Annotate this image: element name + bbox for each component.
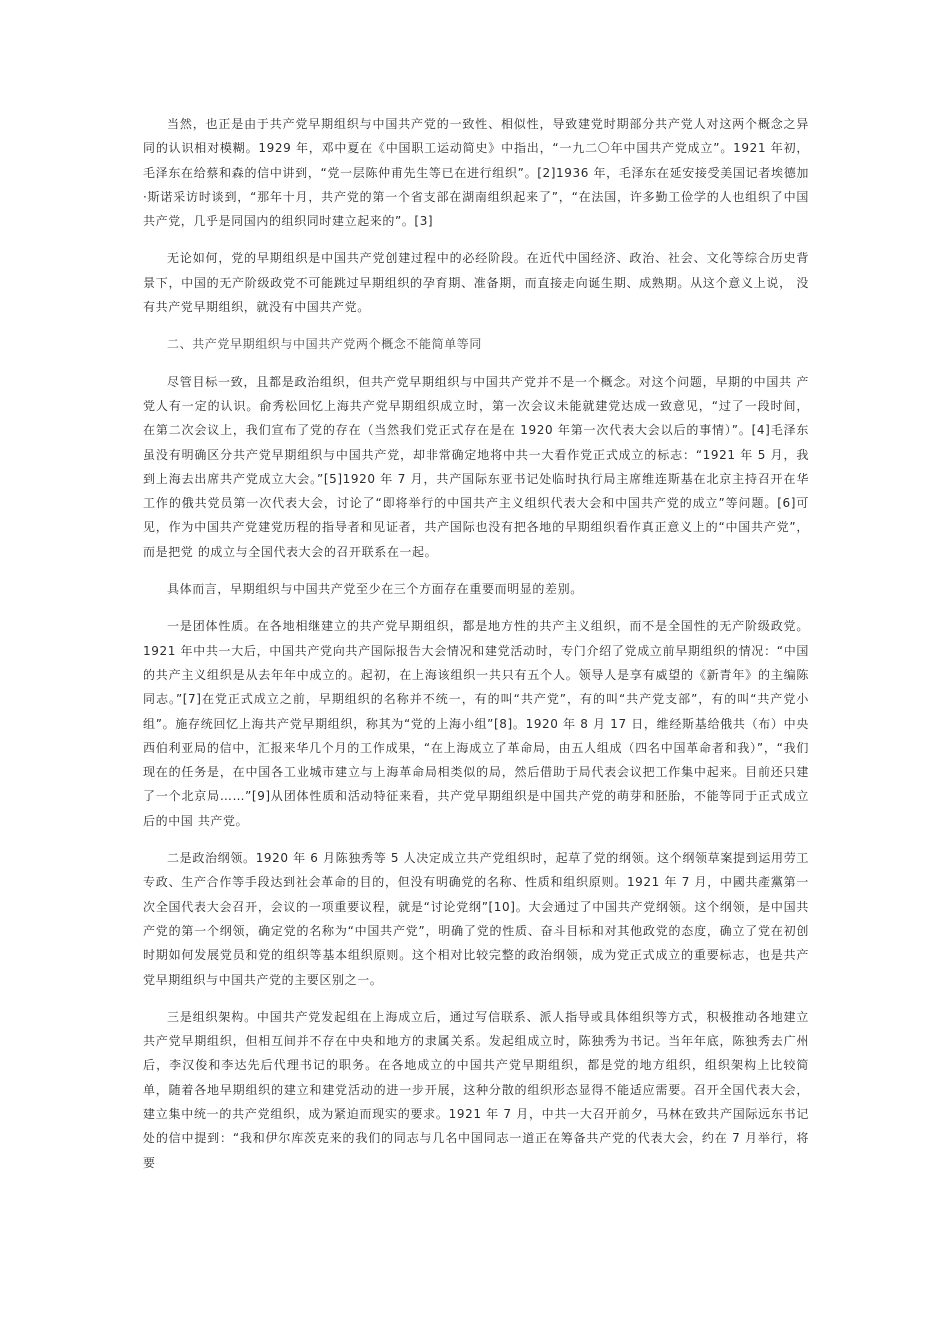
- paragraph-1: 当然，也正是由于共产党早期组织与中国共产党的一致性、相似性，导致建党时期部分共产党人对这两个概念之异同的认识相对模糊。1929 年，邓中夏在《中国职工运动简史》中指出，“一九二〇年中国共产党成立”。1921 年初， 毛泽东在给蔡和森的信中讲到，“党一层陈仲甫先生等已在进行组织”。[2]1936 年，毛泽东在延安接受美国记者埃德加·斯诺采访时谈到，“那年十月，共产党的第一个省支部在湖南组织起来了”，“在法国，许多勤工俭学的人也组织了中国共产党，几乎是同国内的组织同时建立起来的”。[3]: [143, 117, 809, 229]
- section-heading: 二、共产党早期组织与中国共产党两个概念不能简单等同: [167, 337, 483, 352]
- paragraph-7: 三是组织架构。中国共产党发起组在上海成立后，通过写信联系、派人指导或具体组织等方式，积极推动各地建立共产党早期组织，但相互间并不存在中央和地方的隶属关系。发起组成立时，陈独秀为书记。当年年底，陈独秀去广州后，李汉俊和李达先后代理书记的职务。在各地成立的中国共产党早期组织，都是党的地方组织，组织架构上比较简单，随着各地早期组织的建立和建党活动的进一步开展，这种分散的组织形态显得不能适应需要。召开全国代表大会， 建立集中统一的共产党组织，成为紧迫而现实的要求。1921 年 7 月，中共一大召开前夕，马林在致共产国际远东书记处的信中提到：“我和伊尔库茨克来的我们的同志与几名中国同志一道正在筹备共产党的代表大会，约在 7 月举行，将要: [143, 1009, 809, 1170]
- paragraph-3: 尽管目标一致，且都是政治组织，但共产党早期组织与中国共产党并不是一个概念。对这个问题，早期的中国共 产党人有一定的认识。俞秀松回忆上海共产党早期组织成立时，第一次会议未能就建党达成一致意见，“过了一段时间， 在第二次会议上，我们宣布了党的存在（当然我们党正式存在是在 1920 年第一次代表大会以后的事情）”。[4]毛泽东虽没有明确区分共产党早期组织与中国共产党，却非常确定地将中共一大看作党正式成立的标志：“1921 年 5 月，我到上海去出席共产党成立大会。”[5]1920 年 7 月，共产国际东亚书记处临时执行局主席维连斯基在北京主持召开在华工作的俄共党员第一次代表大会，讨论了“即将举行的中国共产主义组织代表大会和中国共产党的成立”等问题。[6]可见，作为中国共产党建党历程的指导者和见证者，共产国际也没有把各地的早期组织看作真正意义上的“中国共产党”，而是把党 的成立与全国代表大会的召开联系在一起。: [143, 374, 809, 559]
- paragraph-4: 具体而言，早期组织与中国共产党至少在三个方面存在重要而明显的差别。: [167, 582, 583, 597]
- paragraph-5: 一是团体性质。在各地相继建立的共产党早期组织，都是地方性的共产主义组织，而不是全国性的无产阶级政党。1921 年中共一大后，中国共产党向共产国际报告大会情况和建党活动时，专门介绍了党成立前早期组织的情况：“中国的共产主义组织是从去年年中成立的。起初，在上海该组织一共只有五个人。领导人是享有威望的《新青年》的主编陈同志。”[7]在党正式成立之前，早期组织的名称并不统一，有的叫“共产党”，有的叫“共产党支部”，有的叫“共产党小组”。施存统回忆上海共产党早期组织，称其为“党的上海小组”[8]。1920 年 8 月 17 日，维经斯基给俄共（布）中央西伯利亚局的信中，汇报来华几个月的工作成果，“在上海成立了革命局，由五人组成（四名中国革命者和我）”，“我们现在的任务是，在中国各工业城市建立与上海革命局相类似的局，然后借助于局代表会议把工作集中起来。目前还只建了一个北京局……”[9]从团体性质和活动特征来看，共产党早期组织是中国共产党的萌芽和胚胎，不能等同于正式成立后的中国 共产党。: [143, 619, 809, 828]
- paragraph-6: 二是政治纲领。1920 年 6 月陈独秀等 5 人决定成立共产党组织时，起草了党的纲领。这个纲领草案提到运用劳工专政、生产合作等手段达到社会革命的目的，但没有明确党的名称、性质和组织原则。1921 年 7 月，中國共產黨第一次全国代表大会召开，会议的一项重要议程，就是“讨论党纲”[10]。大会通过了中国共产党纲领。这个纲领，是中国共产党的第一个纲领，确定党的名称为“中国共产党”，明确了党的性质、奋斗目标和对其他政党的态度，确立了党在初创时期如何发展党员和党的组织等基本组织原则。这个相对比较完整的政治纲领，成为党正式成立的重要标志，也是共产党早期组织与中国共产党的主要区别之一。: [143, 851, 809, 987]
- document-page: [143, 112, 809, 1188]
- paragraph-2: 无论如何，党的早期组织是中国共产党创建过程中的必经阶段。在近代中国经济、政治、社会、文化等综合历史背景下，中国的无产阶级政党不可能跳过早期组织的孕育期、准备期，而直接走向诞生期、成熟期。从这个意义上说， 没有共产党早期组织，就没有中国共产党。: [143, 251, 809, 315]
